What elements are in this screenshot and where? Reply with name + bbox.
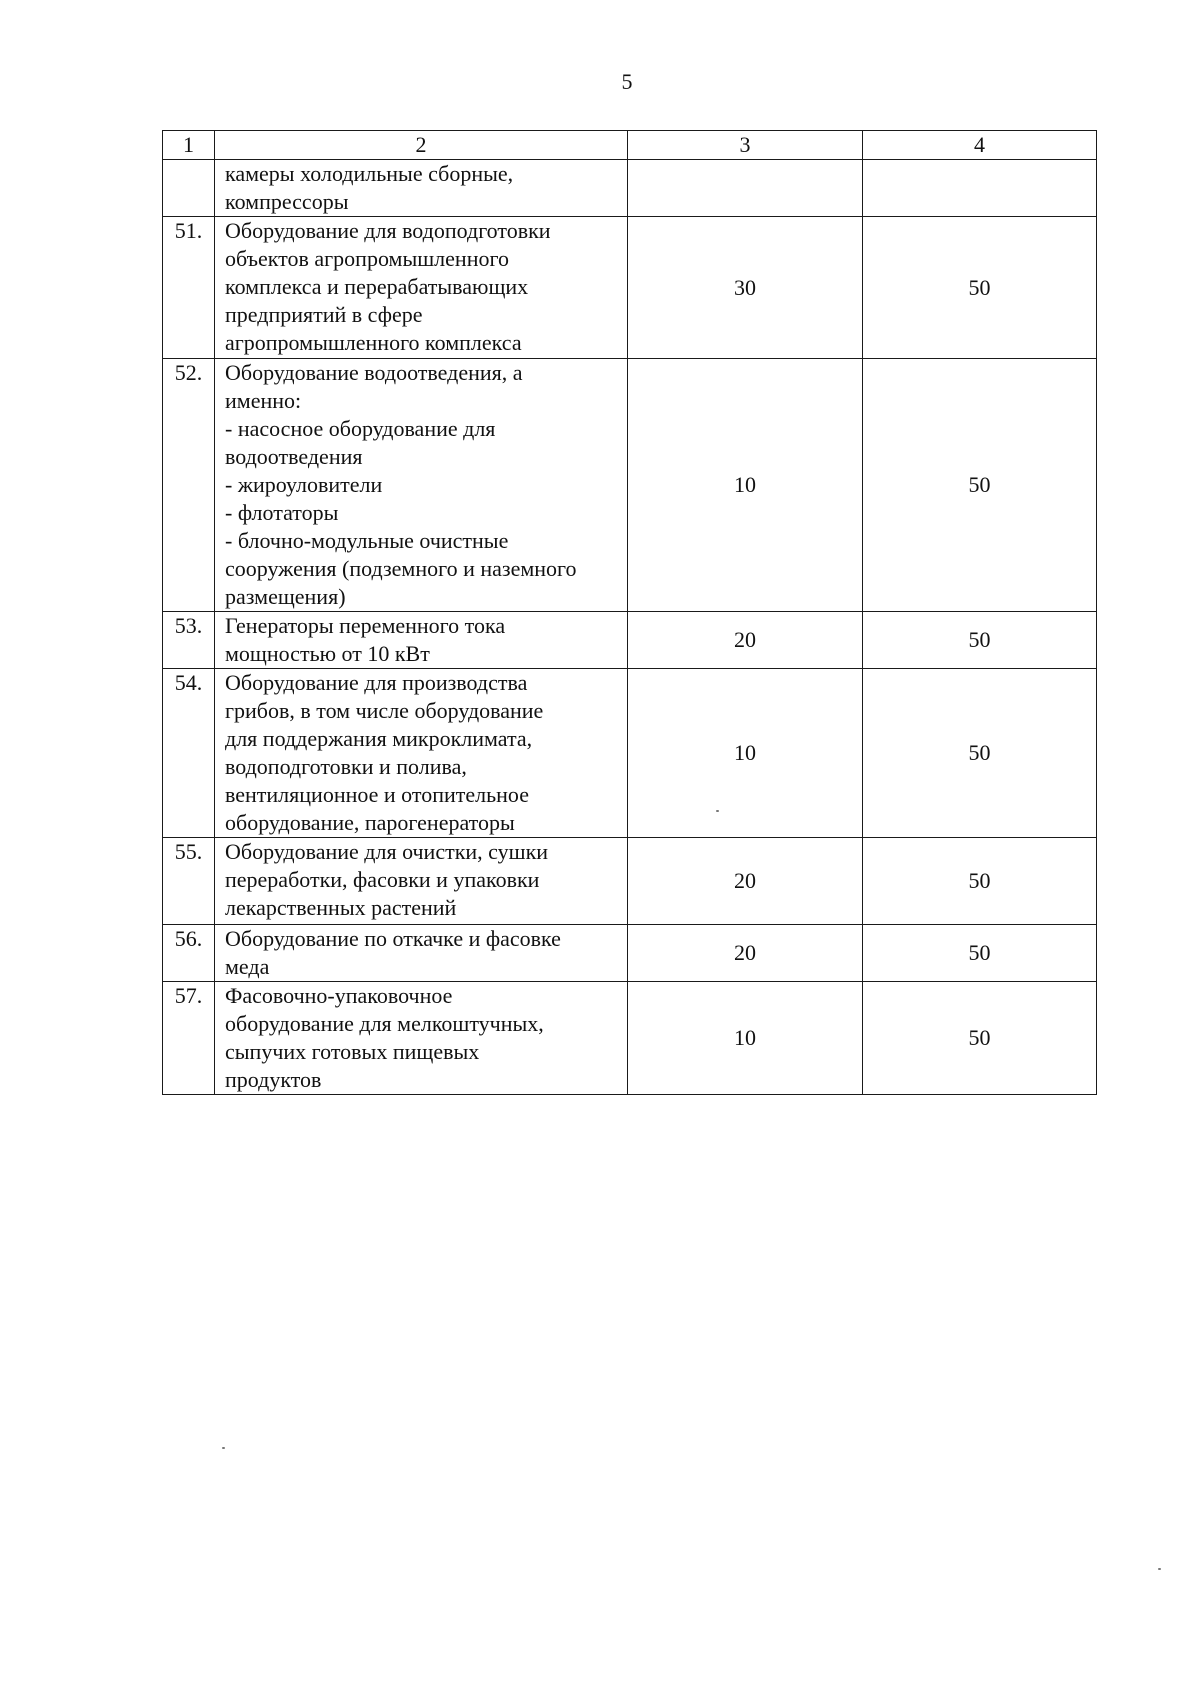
header-row — [163, 131, 1097, 160]
description-line: Оборудование для производства — [225, 670, 528, 695]
description-line: комплекса и перерабатывающих — [225, 274, 529, 299]
row-description — [215, 669, 628, 838]
scan-speck — [716, 810, 719, 812]
description-line: камеры холодильные сборные, — [225, 161, 514, 186]
row-number: 52. — [163, 359, 215, 612]
table-row — [163, 160, 1097, 217]
row-col-3-value: 20 — [628, 838, 863, 925]
table-row — [163, 612, 1097, 669]
row-col-4-value: 50 — [863, 612, 1097, 669]
header-col-2: 2 — [215, 131, 628, 160]
row-number: 54. — [163, 669, 215, 838]
row-col-3-value — [628, 160, 863, 217]
row-description — [215, 838, 628, 925]
description-line: - блочно-модульные очистные — [225, 528, 509, 553]
row-col-4-value — [863, 160, 1097, 217]
row-number: 56. — [163, 925, 215, 982]
description-line: компрессоры — [225, 189, 349, 214]
row-col-4-value: 50 — [863, 669, 1097, 838]
table-row — [163, 359, 1097, 612]
description-line: вентиляционное и отопительное — [225, 782, 529, 807]
description-line: именно: — [225, 388, 302, 413]
table-body — [163, 160, 1097, 1095]
description-line: Оборудование водоотведения, а — [225, 360, 523, 385]
description-line: агропромышленного комплекса — [225, 330, 522, 355]
table-row — [163, 669, 1097, 838]
header-col-3: 3 — [628, 131, 863, 160]
description-line: грибов, в том числе оборудование — [225, 698, 544, 723]
description-line: оборудование, парогенераторы — [225, 810, 515, 835]
table-row — [163, 925, 1097, 982]
row-number: 51. — [163, 217, 215, 359]
row-description — [215, 925, 628, 982]
table-row — [163, 982, 1097, 1095]
page-number: 5 — [621, 69, 633, 94]
row-col-4-value: 50 — [863, 838, 1097, 925]
row-col-3-value: 10 — [628, 982, 863, 1095]
description-line: размещения) — [225, 584, 346, 609]
table-header — [163, 131, 1097, 160]
row-number: 53. — [163, 612, 215, 669]
row-col-3-value: 20 — [628, 925, 863, 982]
table-row — [163, 838, 1097, 925]
row-col-3-value: 10 — [628, 669, 863, 838]
description-line: Генераторы переменного тока — [225, 613, 506, 638]
row-description — [215, 612, 628, 669]
scan-speck — [222, 1447, 225, 1449]
row-col-4-value: 50 — [863, 217, 1097, 359]
description-line: - жироуловители — [225, 472, 383, 497]
description-line: для поддержания микроклимата, — [225, 726, 533, 751]
row-description — [215, 359, 628, 612]
row-number: 57. — [163, 982, 215, 1095]
row-description — [215, 982, 628, 1095]
scan-speck — [1158, 1568, 1161, 1570]
description-line: объектов агропромышленного — [225, 246, 509, 271]
description-line: Оборудование для очистки, сушки — [225, 839, 549, 864]
table-row — [163, 217, 1097, 359]
header-col-1: 1 — [163, 131, 215, 160]
row-description — [215, 217, 628, 359]
description-line: Фасовочно-упаковочное — [225, 983, 453, 1008]
equipment-table — [162, 130, 1097, 1095]
row-number — [163, 160, 215, 217]
description-line: Оборудование по откачке и фасовке — [225, 926, 561, 951]
row-col-4-value: 50 — [863, 925, 1097, 982]
description-line: мощностью от 10 кВт — [225, 641, 430, 666]
description-line: оборудование для мелкоштучных, — [225, 1011, 544, 1036]
description-line: водоотведения — [225, 444, 363, 469]
description-line: лекарственных растений — [225, 895, 457, 920]
description-line: меда — [225, 954, 270, 979]
row-description — [215, 160, 628, 217]
description-line: продуктов — [225, 1067, 322, 1092]
description-line: переработки, фасовки и упаковки — [225, 867, 540, 892]
header-col-4: 4 — [863, 131, 1097, 160]
description-line: - флотаторы — [225, 500, 339, 525]
description-line: предприятий в сфере — [225, 302, 423, 327]
description-line: - насосное оборудование для — [225, 416, 496, 441]
description-line: сооружения (подземного и наземного — [225, 556, 577, 581]
description-line: водоподготовки и полива, — [225, 754, 467, 779]
row-col-3-value: 20 — [628, 612, 863, 669]
description-line: Оборудование для водоподготовки — [225, 218, 551, 243]
description-line: сыпучих готовых пищевых — [225, 1039, 480, 1064]
row-number: 55. — [163, 838, 215, 925]
row-col-4-value: 50 — [863, 359, 1097, 612]
row-col-3-value: 30 — [628, 217, 863, 359]
row-col-3-value: 10 — [628, 359, 863, 612]
row-col-4-value: 50 — [863, 982, 1097, 1095]
